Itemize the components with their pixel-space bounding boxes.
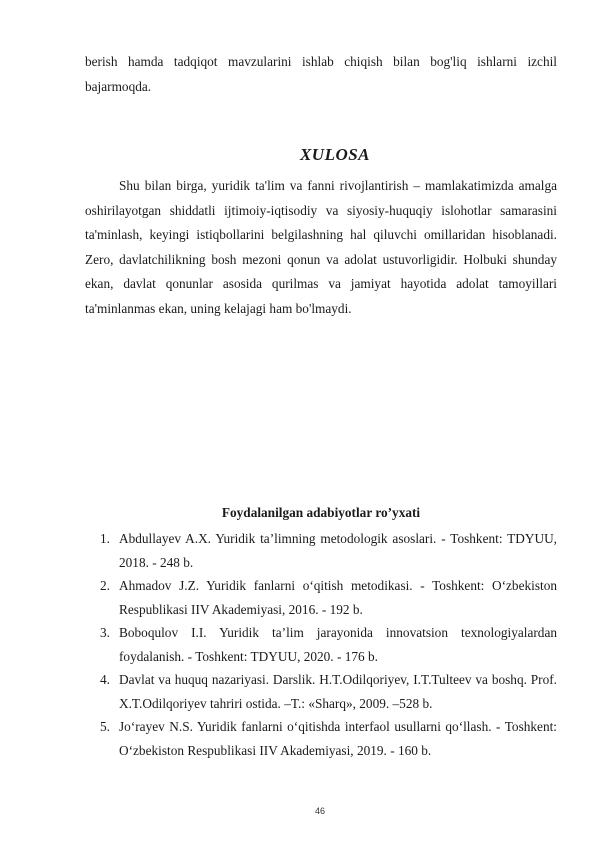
reference-item (100, 574, 557, 621)
page-number: 46 (314, 806, 325, 816)
reference-item (100, 715, 557, 762)
reference-text: Davlat va huquq nazariyasi. Darslik. H.T.Odilqoriyev, I.T.Tulteev va boshq. Prof. X.T.Odilqoriyev tahriri ostida. –T.: «Sharq», 2009. –528 b. (119, 672, 557, 711)
conclusion-paragraph: Shu bilan birga, yuridik ta'lim va fanni rivojlantirish – mamlakatimizda amalga oshirilayotgan shiddatli ijtimoiy-iqtisodiy va siyosiy-huquqiy islohotlar samarasini ta'minlash, keyingi istiqbollarini belgilashning hal qiluvchi omillaridan hisoblanadi. Zero, davlatchilikning bosh mezoni qonun va adolat ustuvorligidir. Holbuki shunday ekan, davlat qonunlar asosida qurilmas va jamiyat hayotida adolat tamoyillari ta'minlanmas ekan, uning kelajagi ham bo'lmaydi. (85, 178, 557, 316)
reference-text: Boboqulov I.I. Yuridik ta’lim jarayonida innovatsion texnologiyalardan foydalanish. - Toshkent: TDYUU, 2020. - 176 b. (119, 625, 557, 664)
reference-item (100, 668, 557, 715)
reference-text: Jo‘rayev N.S. Yuridik fanlarni o‘qitishda interfaol usullarni qo‘llash. - Toshkent: O‘zbekiston Respublikasi IIV Akademiyasi, 2019. - 160 b. (119, 719, 557, 758)
reference-text: Abdullayev A.X. Yuridik ta’limning metodologik asoslari. - Toshkent: TDYUU, 2018. - 248 b. (119, 531, 557, 570)
references-list (100, 527, 557, 762)
reference-item (100, 527, 557, 574)
reference-number: 5. (100, 719, 110, 734)
reference-item (100, 621, 557, 668)
intro-paragraph: berish hamda tadqiqot mavzularini ishlab chiqish bilan bog'liq ishlarni izchil bajarmoqda. (85, 54, 557, 94)
references-title: Foydalanilgan adabiyotlar ro’yxati (221, 505, 421, 520)
reference-number: 3. (100, 625, 110, 640)
reference-number: 2. (100, 578, 110, 593)
conclusion-heading: XULOSA (299, 145, 371, 164)
reference-text: Ahmadov J.Z. Yuridik fanlarni o‘qitish metodikasi. - Toshkent: O‘zbekiston Respublikasi IIV Akademiyasi, 2016. - 192 b. (119, 578, 557, 617)
reference-number: 1. (100, 531, 110, 546)
reference-number: 4. (100, 672, 110, 687)
